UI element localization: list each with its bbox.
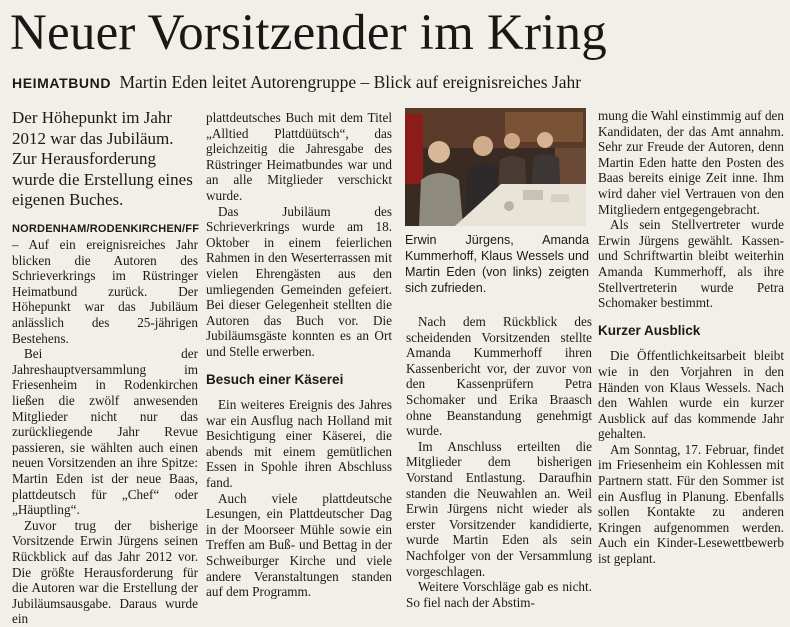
headline: Neuer Vorsitzender im Kring [10, 5, 607, 61]
paragraph: Auch viele plattdeutsche Lesungen, ein Plattdeutscher Dag in der Moorseer Mühle sowie ein Treffen am Buß- und Bettag in der Schweiburger Kirche und viele andere Veranstaltungen standen auf dem Programm. [206, 490, 392, 600]
paragraph: Weitere Vorschläge gab es nicht. So fiel nach der Abstim- [406, 579, 592, 610]
kicker: HEIMATBUND [12, 75, 112, 91]
intro-text: Der Höhepunkt im Jahr 2012 war das Jubiläum. Zur Herausforderung wurde die Erstellung eines eigenen Buches. [12, 108, 193, 209]
paragraph: Als sein Stellvertreter wurde Erwin Jürgens gewählt. Kassen- und Schriftwartin bleibt weiterhin Amanda Kummerhoff, als ihre Stellvertreterin wurde Petra Schomaker bestimmt. [598, 217, 784, 311]
paragraph [12, 220, 198, 347]
photo-caption: Erwin Jürgens, Amanda Kummerhoff, Klaus Wessels und Martin Eden (von links) zeigten sich zufrieden. [405, 233, 589, 295]
column-4 [598, 108, 784, 567]
dateline: NORDENHAM/RODENKIRCHEN/FF [12, 222, 200, 235]
subhead-kaeserei: Besuch einer Käserei [206, 371, 344, 387]
column-1 [12, 108, 198, 627]
subhead-ausblick: Kurzer Ausblick [598, 322, 701, 338]
paragraph: Zuvor trug der bisherige Vorsitzende Erwin Jürgens seinen Rückblick auf das Jahr 2012 vor. Die größte Herausforderung für die Autoren war die Erstellung der Jubiläumsausgabe. Daraus wurde ein [12, 517, 198, 627]
paragraph: Am Sonntag, 17. Februar, findet im Friesenheim ein Kohlessen mit Partnern statt. Für den Sommer ist ein Ausflug in Planung. Ebenfalls sollen Kontakte zu anderen Kringen aufgenommen werden. Auch ein Kinder-Lesewettbewerb ist geplant. [598, 441, 784, 567]
paragraph: Bei der Jahreshauptversammlung im Friesenheim in Rodenkirchen ließen die zwölf anwesenden Mitglieder nicht nur das zurückliegende Jahr Revue passieren, sie wählten auch einen neuen Vorsitzenden an ihre Spitze: Martin Eden ist der neue Baas, plattdeutsch für „Chef“ oder „Häuptling“. [12, 346, 198, 518]
paragraph-text: – Auf ein ereignisreiches Jahr blicken die Autoren des Schrieverkrings im Rüstringer Heimatbund zurück. Der Höhepunkt war das Jubiläum anlässlich des 25-jährigen Bestehens. [12, 237, 198, 346]
paragraph: Im Anschluss erteilten die Mitglieder dem bisherigen Vorstand Entlastung. Daraufhin standen die Neuwahlen an. Weil Erwin Jürgens nicht wieder als erster Vorsitzender kandidierte, wurde Martin Eden als sein Nachfolger von der Versammlung vorgeschlagen. [406, 438, 592, 579]
subline [12, 70, 581, 95]
paragraph: Das Jubiläum des Schrieverkrings wurde am 18. Oktober in einem feierlichen Rahmen in den Weserterrassen mit vielen Ehrengästen aus den umliegenden Gemeinden gefeiert. Bei dieser Gelegenheit stellten die Autoren das Buch vor. Die Jubiläumsgäste konnten es an Ort und Stelle erwerben. [206, 203, 392, 359]
paragraph: Nach dem Rückblick des scheidenden Vorsitzenden stellte Amanda Kummerhoff ihren Kassenbericht vor, der zuvor von den Kassenprüfern Petra Schomaker und Erika Braasch ohne Beanstandung genehmigt wurde. [406, 314, 592, 439]
column-2 [206, 110, 392, 600]
paragraph: Ein weiteres Ereignis des Jahres war ein Ausflug nach Holland mit Besichtigung einer Käserei, die abends mit einem gemütlichen Essen in Spohle ihren Abschluss fand. [206, 397, 392, 491]
group-photo [405, 108, 586, 226]
subline-text: Martin Eden leitet Autorengruppe – Blick auf ereignisreiches Jahr [119, 72, 582, 92]
paragraph: Die Öffentlichkeitsarbeit bleibt wie in den Vorjahren in den Händen von Klaus Wessels. Nach den Wahlen wurde ein kurzer Ausblick auf das kommende Jahr gehalten. [598, 348, 784, 442]
group-photo-illustration [405, 108, 586, 226]
column-3 [406, 314, 592, 610]
paragraph: plattdeutsches Buch mit dem Titel „Alltied Plattdüütsch“, das gleichzeitig die Jahresgabe des Rüstringer Heimatbundes war und an alle Mitglieder verschickt wurde. [206, 110, 392, 203]
paragraph: mung die Wahl einstimmig auf den Kandidaten, der das Amt annahm. Sehr zur Freude der Autoren, denn Martin Eden hatte den Posten des Baas bereits einige Zeit inne. Ihm wird daher viel Vertrauen von den Mitgliedern entgegengebracht. [598, 108, 784, 217]
